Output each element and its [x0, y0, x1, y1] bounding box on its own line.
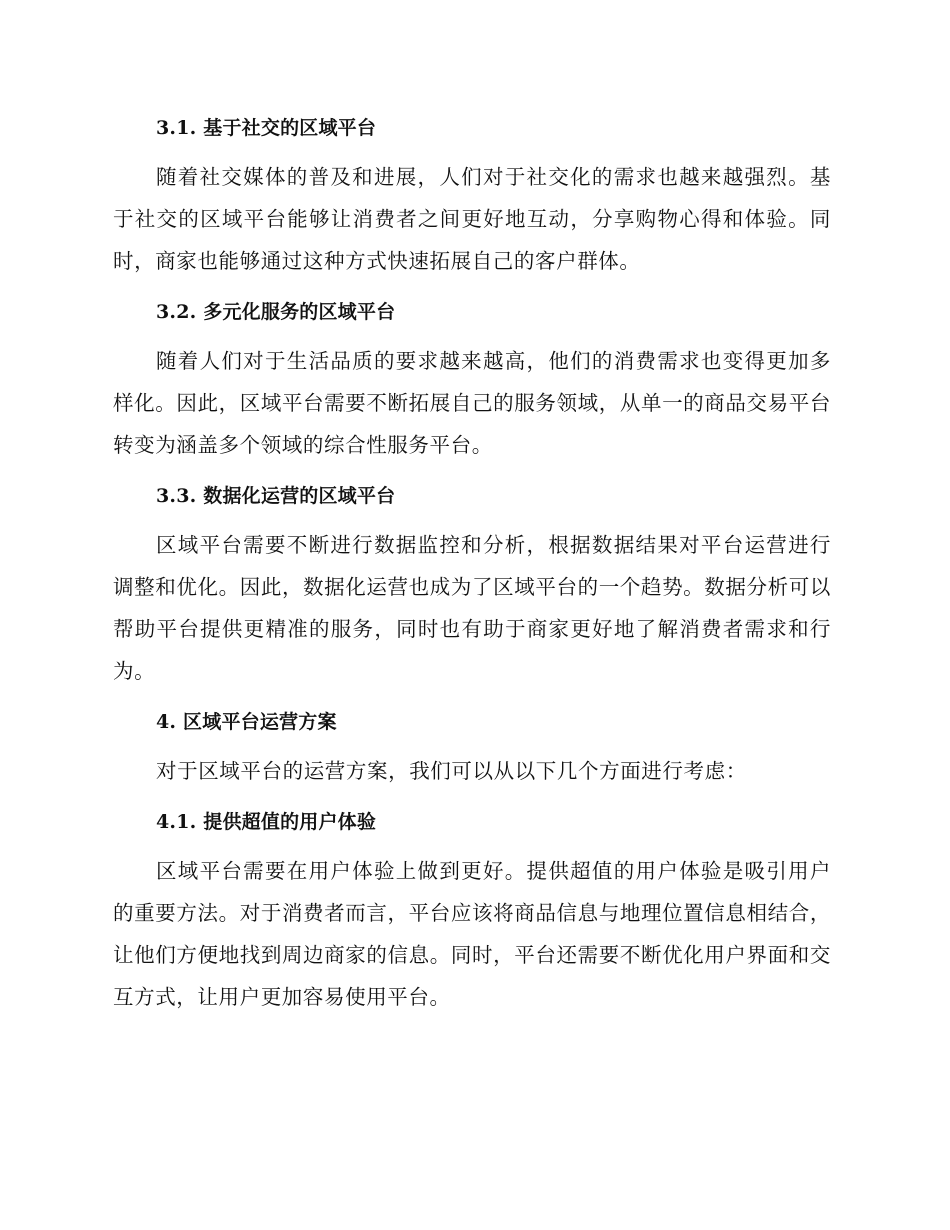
section-heading-4-1: 4.1. 提供超值的用户体验: [156, 811, 377, 833]
document-body: [113, 108, 831, 1018]
section-heading-3-3: 3.3. 数据化运营的区域平台: [156, 485, 396, 507]
section-paragraph-3-1: 随着社交媒体的普及和进展，人们对于社交化的需求也越来越强烈。基于社交的区域平台能够让消费者之间更好地互动，分享购物心得和体验。同时，商家也能够通过这种方式快速拓展自己的客户群体。: [113, 165, 831, 273]
section-heading-4: 4. 区域平台运营方案: [156, 711, 337, 733]
section-heading-3-2: 3.2. 多元化服务的区域平台: [156, 301, 396, 323]
section-heading-3-1: 3.1. 基于社交的区域平台: [156, 117, 377, 139]
section-paragraph-3-2: 随着人们对于生活品质的要求越来越高，他们的消费需求也变得更加多样化。因此，区域平台需要不断拓展自己的服务领域，从单一的商品交易平台转变为涵盖多个领域的综合性服务平台。: [113, 349, 831, 457]
section-paragraph-3-3: 区域平台需要不断进行数据监控和分析，根据数据结果对平台运营进行调整和优化。因此，数据化运营也成为了区域平台的一个趋势。数据分析可以帮助平台提供更精准的服务，同时也有助于商家更好地了解消费者需求和行为。: [113, 533, 831, 683]
section-paragraph-4-1: 区域平台需要在用户体验上做到更好。提供超值的用户体验是吸引用户的重要方法。对于消费者而言，平台应该将商品信息与地理位置信息相结合，让他们方便地找到周边商家的信息。同时，平台还需要不断优化用户界面和交互方式，让用户更加容易使用平台。: [113, 859, 831, 1009]
section-paragraph-4: 对于区域平台的运营方案，我们可以从以下几个方面进行考虑：: [156, 759, 747, 783]
